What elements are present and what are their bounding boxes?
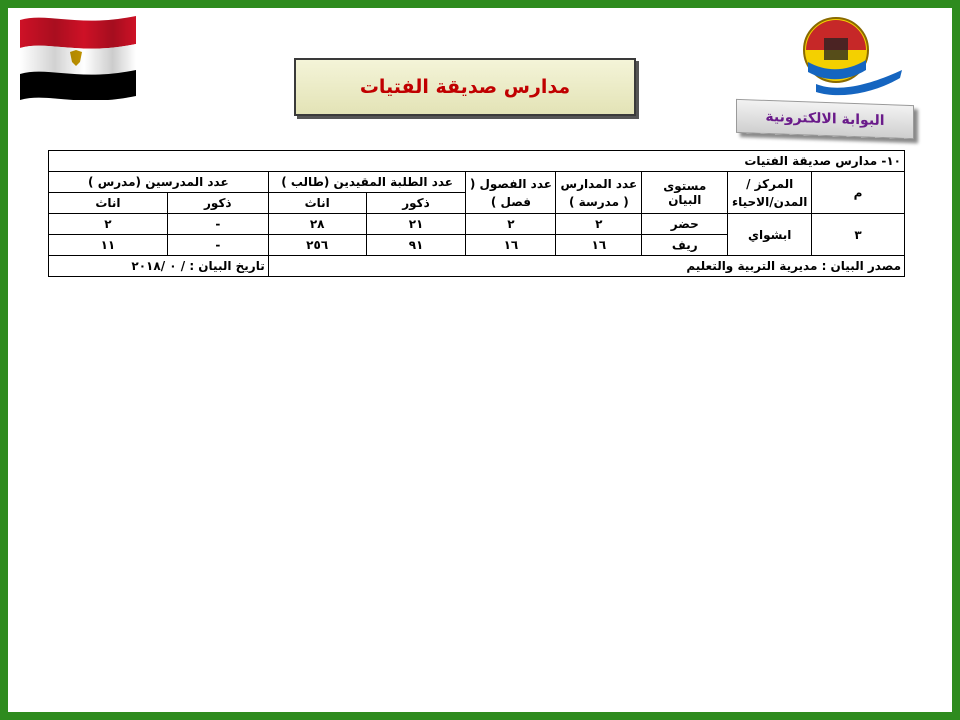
portal-badge[interactable] — [736, 99, 914, 139]
cell-teachers-male-rural: - — [167, 235, 268, 256]
cell-schools-rural: ١٦ — [556, 235, 642, 256]
header-classes: عدد الفصول ( فصل ) — [466, 172, 556, 214]
header-students-female: اناث — [268, 193, 366, 214]
cell-level-rural: ريف — [642, 235, 728, 256]
header-students: عدد الطلبة المقيدين (طالب ) — [268, 172, 466, 193]
page-title — [294, 58, 636, 116]
header-students-male: ذكور — [366, 193, 466, 214]
page-title-text: مدارس صديقة الفتيات — [359, 76, 571, 98]
governorate-logo-icon — [796, 12, 906, 98]
cell-students-male-urban: ٢١ — [366, 214, 466, 235]
cell-classes-urban: ٢ — [466, 214, 556, 235]
cell-m: ٣ — [812, 214, 905, 256]
table-footer-row — [49, 256, 905, 277]
cell-teachers-female-rural: ١١ — [49, 235, 168, 256]
header-row — [49, 172, 905, 193]
table-caption: ١٠- مدارس صديقة الفتيات — [49, 151, 905, 172]
header-center: المركز /المدن/الاحياء — [728, 172, 812, 214]
cell-students-male-rural: ٩١ — [366, 235, 466, 256]
header-teachers-female: اناث — [49, 193, 168, 214]
table-caption-row — [49, 151, 905, 172]
cell-level-urban: حضر — [642, 214, 728, 235]
cell-center: ابشواي — [728, 214, 812, 256]
table-row — [49, 214, 905, 235]
table-date: تاريخ البيان : / ٠ /٢٠١٨ — [49, 256, 269, 277]
schools-table — [48, 150, 905, 277]
header-level: مستوى البيان — [642, 172, 728, 214]
portal-badge-label: البوابة الالكترونية — [765, 108, 885, 130]
header-schools: عدد المدارس ( مدرسة ) — [556, 172, 642, 214]
header-teachers: عدد المدرسين (مدرس ) — [49, 172, 269, 193]
cell-teachers-female-urban: ٢ — [49, 214, 168, 235]
cell-students-female-rural: ٢٥٦ — [268, 235, 366, 256]
cell-students-female-urban: ٢٨ — [268, 214, 366, 235]
cell-schools-urban: ٢ — [556, 214, 642, 235]
cell-classes-rural: ١٦ — [466, 235, 556, 256]
egypt-flag-icon — [18, 14, 138, 100]
header-m: م — [812, 172, 905, 214]
cell-teachers-male-urban: - — [167, 214, 268, 235]
header-teachers-male: ذكور — [167, 193, 268, 214]
table-source: مصدر البيان : مديرية التربية والتعليم — [268, 256, 904, 277]
